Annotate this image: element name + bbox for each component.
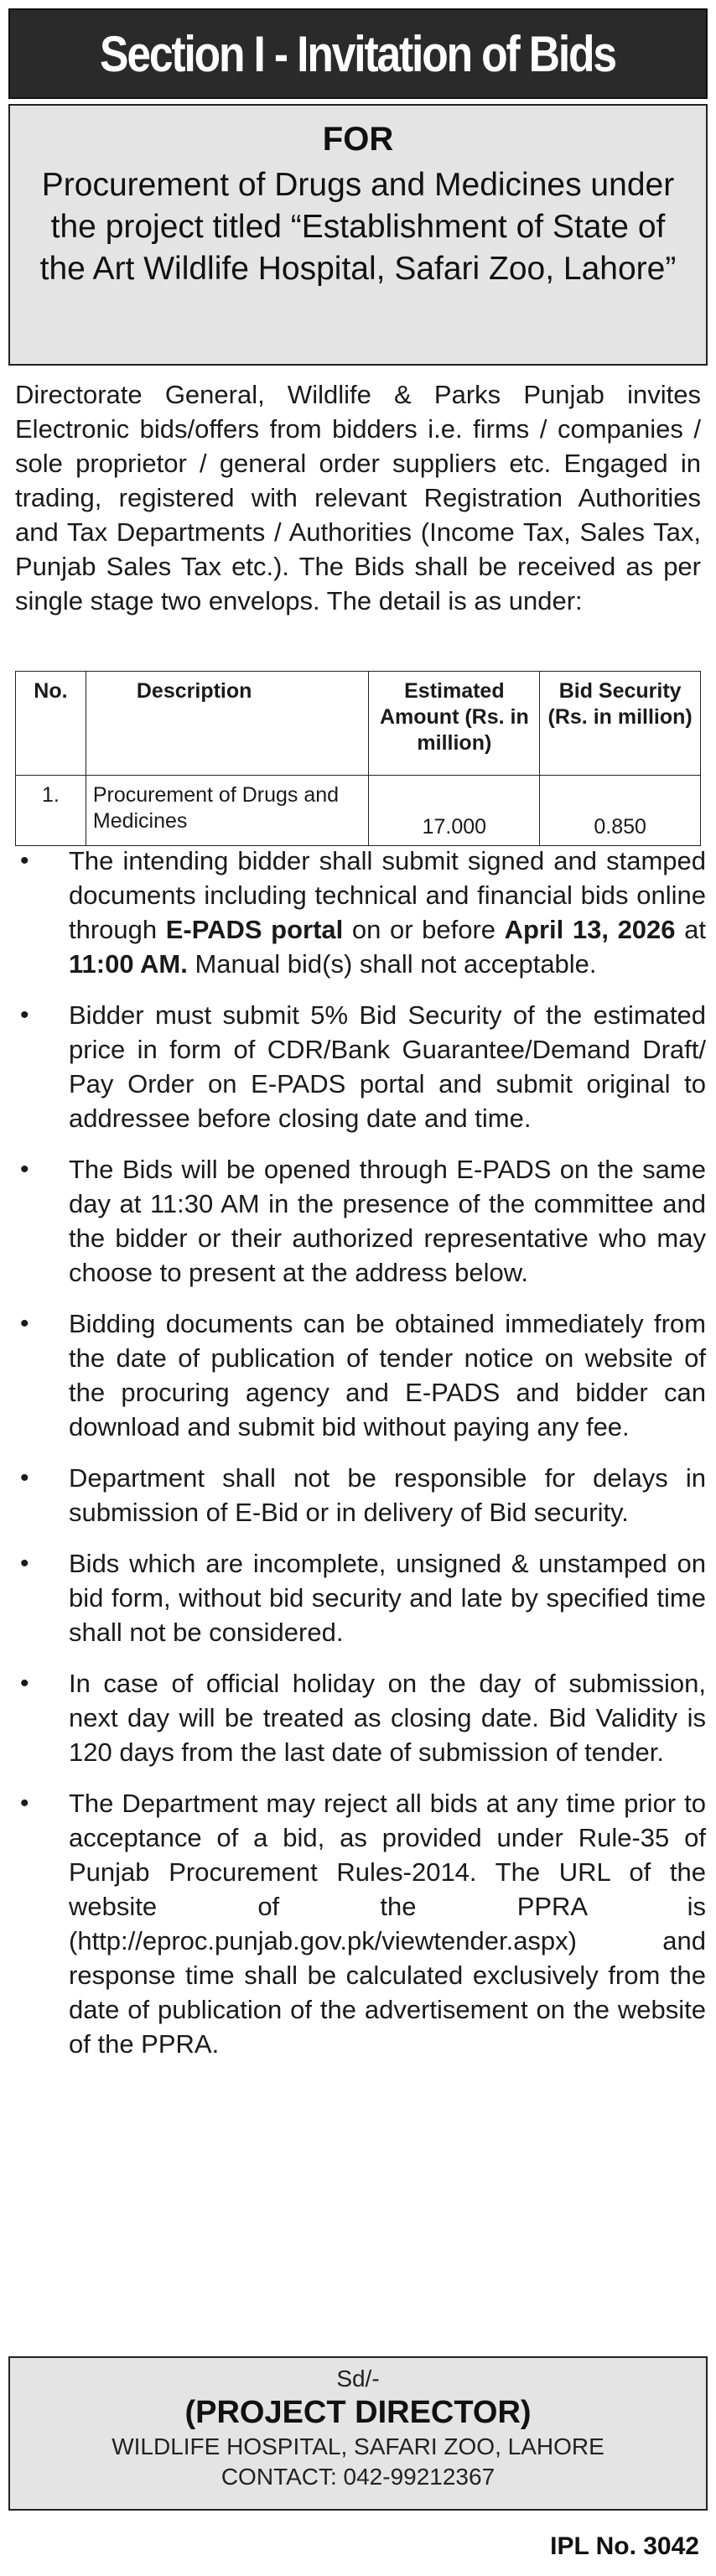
bullet-icon: • [20,1464,29,1492]
intro-paragraph: Directorate General, Wildlife & Parks Punjab invites Electronic bids/offers from bidders i.e. firms / companies / sole proprietor / general order suppliers etc. Engaged in trading, registered with relevant Registration Authorities and Tax Departments / Authorities (Income Tax, Sales Tax, Punjab Sales Tax etc.). The Bids shall be received as per single stage two envelops. The detail is as under: [15,380,701,615]
term-text: The Bids will be opened through E-PADS on the same day at 11:30 AM in the presence of the committee and the bidder or their authorized representative who may choose to present at the address below. [69,1155,706,1287]
term-text: Department shall not be responsible for delays in submission of E-Bid or in delivery of Bid security. [69,1463,706,1527]
terms-list [8,844,706,2078]
office-name: WILDLIFE HOSPITAL, SAFARI ZOO, LAHORE [112,2433,604,2459]
closing-time: 11:00 AM. [69,949,188,979]
term-text: In case of official holiday on the day of submission, next day will be treated as closing date. Bid Validity is 120 days from the last date of submission of tender. [69,1669,706,1767]
list-item [8,844,706,981]
section-title: Section I - Invitation of Bids [100,25,616,82]
list-item [8,1461,706,1530]
closing-date: April 13, 2026 [504,915,676,944]
term-text: Bidding documents can be obtained immediately from the date of publication of tender notice on website of the procuring agency and E-PADS and bidder can download and submit bid without paying any fee. [69,1309,706,1441]
contact-number: CONTACT: 042-99212367 [221,2464,495,2490]
bullet-icon: • [20,1001,29,1029]
term-text: Bidder must submit 5% Bid Security of the estimated price in form of CDR/Bank Guarantee/Demand Draft/ Pay Order on E-PADS portal and submit original to addressee before closing date and time. [69,1000,706,1133]
table-header-row [16,672,701,776]
header-bid-security: Bid Security (Rs. in million) [540,672,701,776]
bullet-icon: • [20,1310,29,1337]
row-estimated-amount: 17.000 [369,776,540,846]
list-item [8,1306,706,1444]
row-no: 1. [16,776,86,846]
list-item [8,1786,706,2061]
for-label: FOR [322,121,394,158]
title-box [8,104,708,366]
term-text: Manual bid(s) shall not acceptable. [187,949,597,979]
epads-portal-text: E-PADS portal [165,915,344,944]
header-description: Description [86,672,369,776]
header-estimated-amount: Estimated Amount (Rs. in million) [369,672,540,776]
table-row [16,776,701,846]
procurement-subject: Procurement of Drugs and Medicines under the project titled “Establishment of State of the Art Wildlife Hospital, Safari Zoo, Lahore” [39,167,677,287]
designation: (PROJECT DIRECTOR) [184,2395,532,2430]
list-item [8,1152,706,1290]
list-item [8,998,706,1135]
list-item [8,1546,706,1649]
term-text: Bids which are incomplete, unsigned & unstamped on bid form, without bid security and late by specified time shall not be considered. [69,1549,706,1647]
bid-details-table [15,671,701,846]
row-bid-security: 0.850 [540,776,701,846]
bullet-icon: • [20,1156,29,1183]
bullet-icon: • [20,1789,29,1817]
term-text: The intending bidder shall submit signed and stamped documents including technical and financial bids online through [69,846,706,944]
section-header [8,8,708,99]
bullet-icon: • [20,1550,29,1577]
bullet-icon: • [20,1670,29,1697]
list-item [8,1666,706,1769]
header-no: No. [16,672,86,776]
signature-box [8,2356,708,2511]
row-description: Procurement of Drugs and Medicines [86,776,369,846]
ipl-number: IPL No. 3042 [550,2532,699,2560]
term-text: The Department may reject all bids at any time prior to acceptance of a bid, as provided under Rule-35 of Punjab Procurement Rules-2014. The URL of the website of the PPRA is (http://eproc.punjab.gov.pk/viewtender.aspx) and response time shall be calculated exclusively from the date of publication of the advertisement on the website of the PPRA. [69,1789,706,2059]
term-text: on or before [343,915,505,944]
signature-mark: Sd/- [336,2366,380,2392]
term-text: at [675,915,706,944]
bullet-icon: • [20,847,29,875]
